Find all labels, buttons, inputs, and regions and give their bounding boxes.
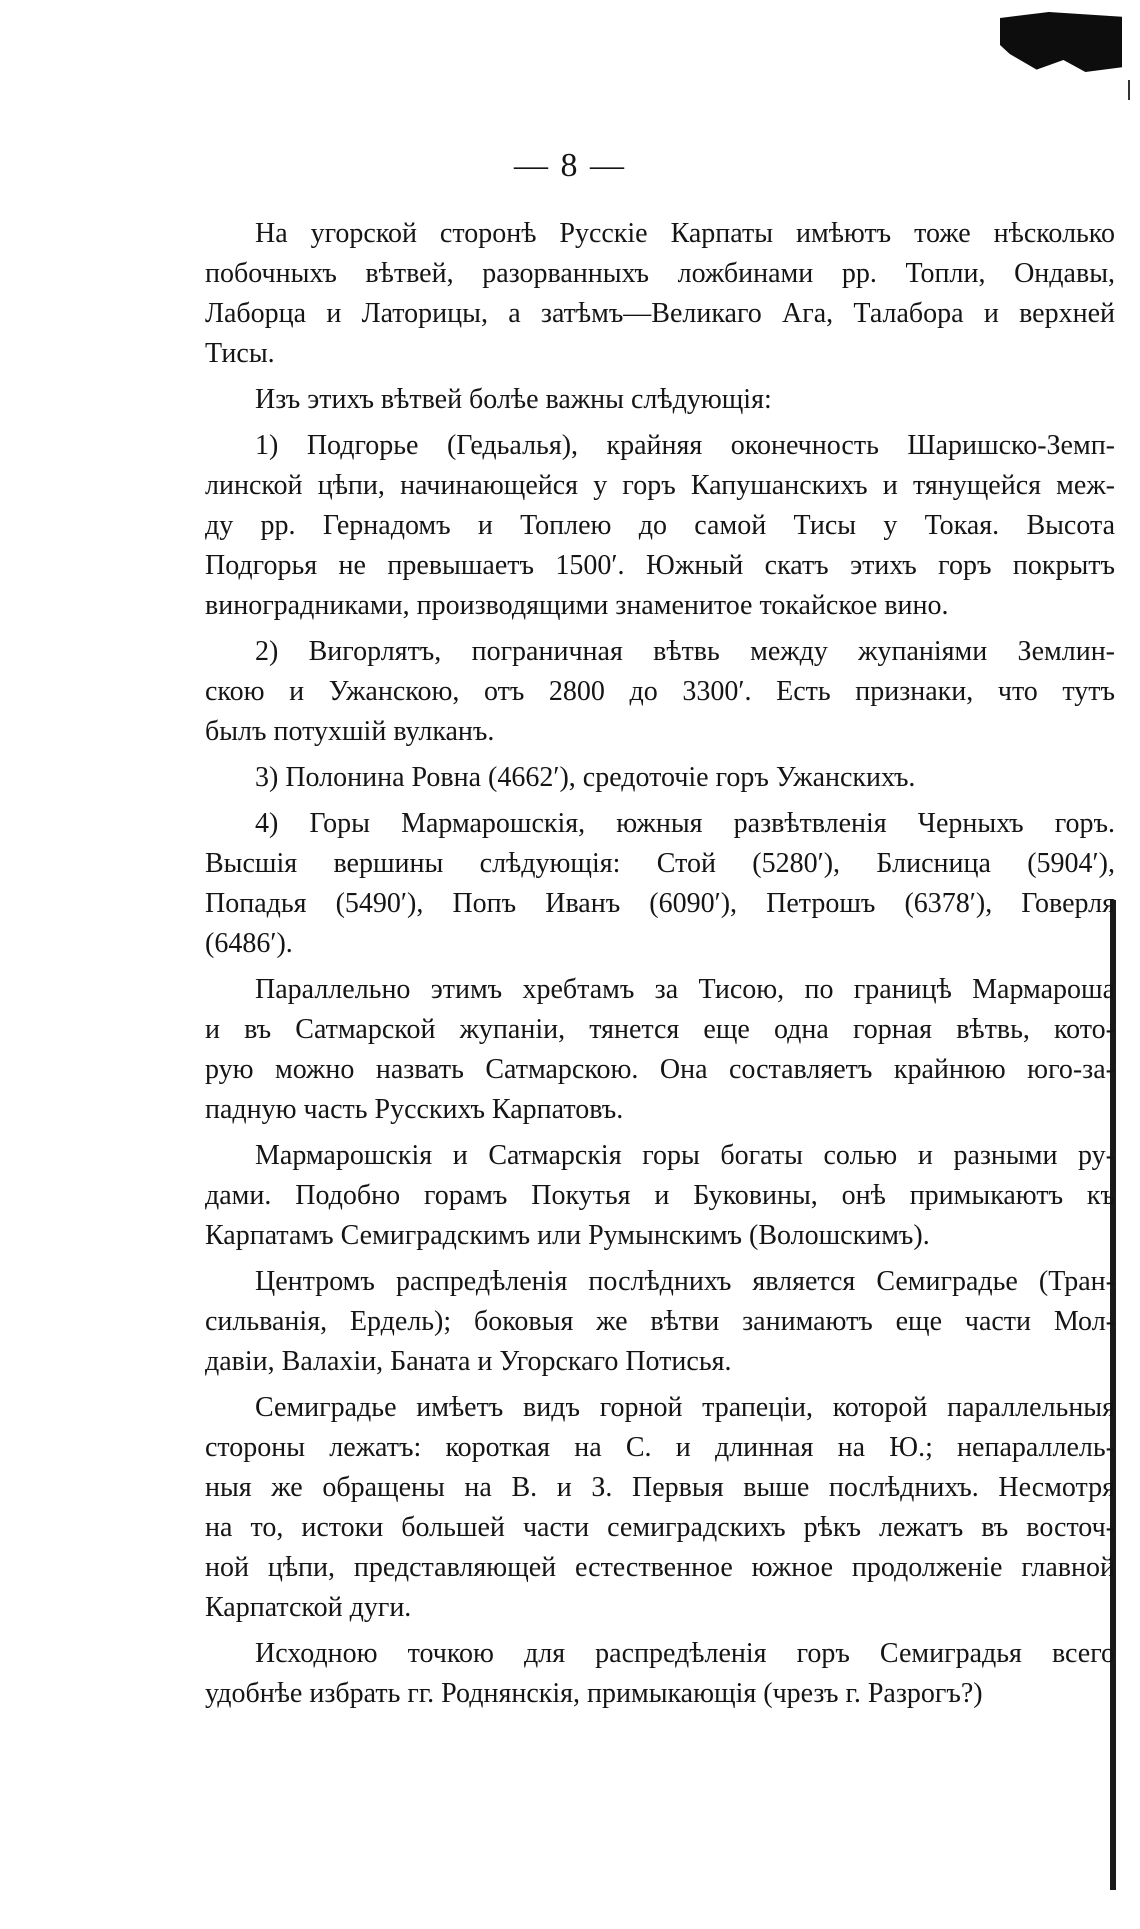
paragraph [205,804,1115,964]
text-line: стороны лежатъ: короткая на С. и длинная на Ю.; непараллель- [205,1432,1115,1463]
text-line: Карпатской дуги. [205,1592,412,1623]
text-line: 2) Вигорлятъ, пограничная вѣтвь между жупаніями Землин- [255,636,1115,667]
text-line: дами. Подобно горамъ Покутья и Буковины, онѣ примыкаютъ къ [205,1180,1115,1211]
text-line: На угорской сторонѣ Русскіе Карпаты имѣютъ тоже нѣсколько [255,218,1115,249]
paragraph [205,1136,1115,1256]
text-line: Попадья (5490′), Попъ Иванъ (6090′), Петрошъ (6378′), Говерля [205,888,1115,919]
text-line: 4) Горы Мармарошскія, южныя развѣтвленія Черныхъ горъ. [255,808,1115,839]
text-line: Центромъ распредѣленія послѣднихъ является Семиградье (Тран- [255,1266,1115,1297]
text-line: (6486′). [205,928,293,959]
text-line: побочныхъ вѣтвей, разорванныхъ ложбинами рр. Топли, Ондавы, [205,258,1115,289]
text-line: Подгорья не превышаетъ 1500′. Южный скатъ этихъ горъ покрытъ [205,550,1115,581]
paragraph [205,1262,1115,1382]
text-line: 3) Полонина Ровна (4662′), средоточіе горъ Ужанскихъ. [255,762,916,793]
paragraph [205,632,1115,752]
text-line: ной цѣпи, представляющей естественное южное продолженіе главной [205,1552,1115,1583]
text-line: рую можно назвать Сатмарскою. Она составляетъ крайнюю юго-за- [205,1054,1115,1085]
paragraph [205,970,1115,1130]
text-line: Мармарошскія и Сатмарскія горы богаты солью и разными ру- [255,1140,1115,1171]
page-number: — 8 — [514,147,626,184]
paragraph [205,1388,1115,1628]
paragraph [205,758,1115,798]
paragraph [205,214,1115,374]
text-line: Высшія вершины слѣдующія: Стой (5280′), Блисница (5904′), [205,848,1115,879]
scan-ink-blot [1000,12,1122,72]
text-line: Карпатамъ Семиградскимъ или Румынскимъ (Волошскимъ). [205,1220,930,1251]
text-line: 1) Подгорье (Гедьалья), крайняя оконечность Шаришско-Земп- [255,430,1115,461]
text-line: Параллельно этимъ хребтамъ за Тисою, по границѣ Мармароша [255,974,1115,1005]
body-text [205,214,1115,1714]
text-line: падную часть Русскихъ Карпатовъ. [205,1094,624,1125]
text-line: Исходною точкою для распредѣленія горъ Семиградья всего [255,1638,1115,1669]
text-line: сильванія, Ердель); боковыя же вѣтви занимаютъ еще части Мол- [205,1306,1115,1337]
text-line: скою и Ужанскою, отъ 2800 до 3300′. Есть признаки, что тутъ [205,676,1115,707]
scan-edge-mark [1128,80,1130,100]
text-line: удобнѣе избрать гг. Роднянскія, примыкающія (чрезъ г. Разрогъ?) [205,1678,983,1709]
text-line: былъ потухшій вулканъ. [205,716,495,747]
text-line: Тисы. [205,338,275,369]
text-line: ныя же обращены на В. и З. Первыя выше послѣднихъ. Несмотря [205,1472,1115,1503]
paragraph [205,380,1115,420]
text-line: Семиградье имѣетъ видъ горной трапеціи, которой параллельныя [255,1392,1115,1423]
text-line: Лаборца и Латорицы, а затѣмъ—Великаго Ага, Талабора и верхней [205,298,1115,329]
paragraph [205,1634,1115,1714]
text-line: Изъ этихъ вѣтвей болѣе важны слѣдующія: [255,384,772,415]
paragraph [205,426,1115,626]
text-line: на то, истоки большей части семиградскихъ рѣкъ лежатъ въ восточ- [205,1512,1115,1543]
text-line: линской цѣпи, начинающейся у горъ Капушанскихъ и тянущейся меж- [205,470,1115,501]
text-line: виноградниками, производящими знаменитое токайское вино. [205,590,949,621]
text-line: ду рр. Гернадомъ и Топлею до самой Тисы у Токая. Высота [205,510,1115,541]
text-line: давіи, Валахіи, Баната и Угорскаго Потисья. [205,1346,732,1377]
text-line: и въ Сатмарской жупаніи, тянется еще одна горная вѣтвь, кото- [205,1014,1115,1045]
